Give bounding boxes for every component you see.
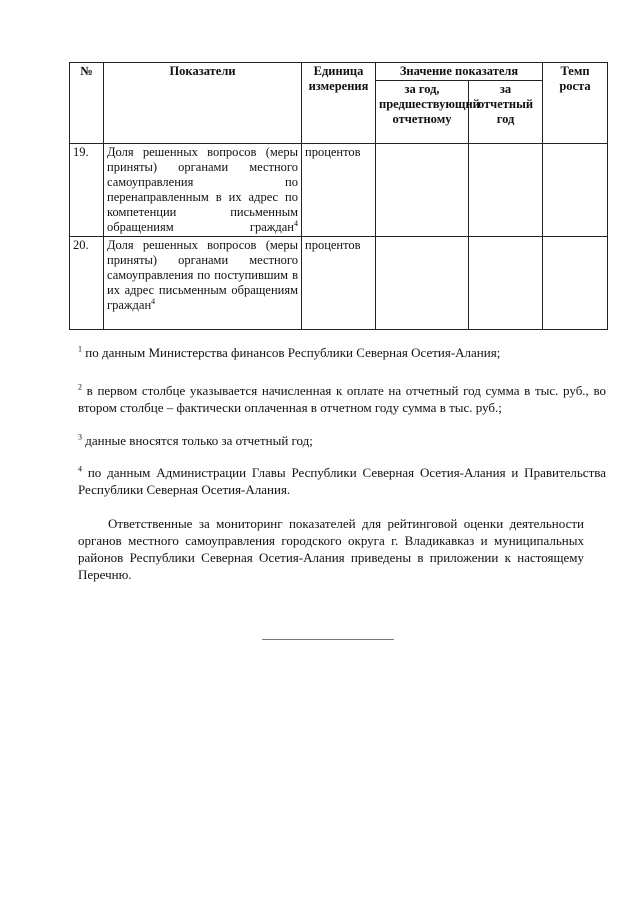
footnote-mark: 2 <box>78 382 82 392</box>
footnote-ref: 4 <box>294 218 298 228</box>
footnote-text: в первом столбце указывается начисленная к оплате на отчетный год сумма в тыс. руб., во втором столбце – фактически оплаченная в отчетном году сумма в тыс. руб.; <box>78 383 606 415</box>
header-number: № <box>70 63 104 144</box>
footnote-2 <box>78 382 606 416</box>
row-number: 19. <box>70 144 104 237</box>
footnote-mark: 1 <box>78 344 82 354</box>
row-description-text: Доля решенных вопросов (меры приняты) органами местного самоуправления по поступившим в их адрес письменным обращениям граждан <box>107 238 298 312</box>
footnote-ref: 4 <box>151 296 156 306</box>
closing-paragraph: Ответственные за мониторинг показателей для рейтинговой оценки деятельности органов местного самоуправления городского округа г. Владикавказ и муниципальных районов Республики Северная Осетия-Алания приведены в приложении к настоящему Перечню. <box>78 516 584 582</box>
indicators-table <box>69 62 608 330</box>
header-prev-year: за год, предшествующий отчетному <box>376 81 469 144</box>
header-unit: Единица измерения <box>302 63 376 144</box>
footnote-text: по данным Администрации Главы Республики Северная Осетия-Алания и Правительства Республики Северная Осетия-Алания. <box>78 465 606 497</box>
footnote-text: данные вносятся только за отчетный год; <box>85 433 313 448</box>
row-description-text: Доля решенных вопросов (меры приняты) органами местного самоуправления по перенаправленным в их адрес по компетенции письменным обращениям граждан <box>107 145 298 234</box>
header-report-year: за отчетный год <box>469 81 543 144</box>
footnote-mark: 4 <box>78 464 82 474</box>
footnote-3 <box>78 432 606 449</box>
row-number: 20. <box>70 237 104 330</box>
row-prev-year <box>376 237 469 330</box>
header-value-group: Значение показателя <box>376 63 543 81</box>
row-unit: процентов <box>302 237 376 330</box>
footnote-text: по данным Министерства финансов Республики Северная Осетия-Алания; <box>85 345 501 360</box>
footnote-4 <box>78 464 606 498</box>
header-indicators: Показатели <box>104 63 302 144</box>
row-prev-year <box>376 144 469 237</box>
row-description <box>104 237 302 330</box>
row-report-year <box>469 144 543 237</box>
row-growth-rate <box>543 237 608 330</box>
row-report-year <box>469 237 543 330</box>
row-unit: процентов <box>302 144 376 237</box>
footnote-mark: 3 <box>78 432 82 442</box>
row-growth-rate <box>543 144 608 237</box>
row-description <box>104 144 302 237</box>
table-row <box>70 237 608 330</box>
separator-line <box>262 639 394 640</box>
header-growth-rate: Темп роста <box>543 63 608 144</box>
table-row <box>70 144 608 237</box>
header-row <box>70 63 608 81</box>
footnote-1 <box>78 344 606 361</box>
